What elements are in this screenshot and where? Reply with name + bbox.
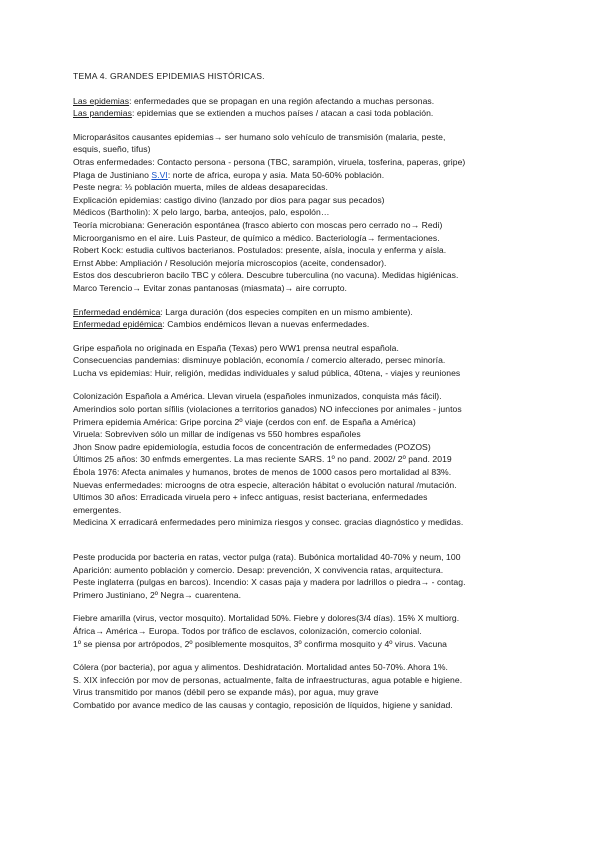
text-line: Microparásitos causantes epidemias→ ser humano solo vehículo de transmisión (malaria, peste, <box>73 131 446 142</box>
text-line: Ernst Abbe: Ampliación / Resolución mejoría microscopios (aceite, condensador). <box>73 257 387 268</box>
definition-term: Enfermedad epidémica <box>73 319 163 330</box>
text-line: Peste negra: ⅓ población muerta, miles de aldeas desaparecidas. <box>73 182 328 193</box>
text-line: Marco Terencio→ Evitar zonas pantanosas (miasmata)→ aire corrupto. <box>73 282 347 293</box>
text-line: Teoría microbiana: Generación espontánea (frasco abierto con moscas pero cerrado no→ Redi) <box>73 219 443 230</box>
text-line: Microorganismo en el aire. Luis Pasteur, de químico a médico. Bacteriología→ fermentaciones. <box>73 232 440 243</box>
definition-term: Las pandemias <box>73 108 132 119</box>
text-line: Gripe española no originada en España (Texas) pero WW1 prensa neutral española. <box>73 342 399 353</box>
text-line: Explicación epidemias: castigo divino (lanzado por dios para pagar sus pecados) <box>73 194 385 205</box>
text-line: Primera epidemia América: Gripe porcina 2º viaje (cerdos con enf. de España a América) <box>73 416 416 427</box>
page-title: TEMA 4. GRANDES EPIDEMIAS HISTÓRICAS. <box>73 71 265 81</box>
text-line: Aparición: aumento población y comercio. Desap: prevención, X convivencia ratas, arquitectura. <box>73 564 444 575</box>
definition-line <box>73 306 563 319</box>
text-line <box>73 169 563 182</box>
text-line: África→ América→ Europa. Todos por tráfico de esclavos, colonización, comercio colonial. <box>73 625 422 636</box>
text-line: Combatido por avance medico de las causas y contagio, reposición de líquidos, higiene y sanidad. <box>73 699 453 710</box>
text-line: Estos dos descubrieron bacilo TBC y cólera. Descubre tuberculina (no vacuna). Medidas higiénicas. <box>73 270 459 281</box>
definition-term: Las epidemias <box>73 95 130 106</box>
text-line: Viruela: Sobreviven sólo un millar de indígenas vs 550 hombres españoles <box>73 429 361 440</box>
text-line: Cólera (por bacteria), por agua y alimentos. Deshidratación. Mortalidad antes 50-70%. Ahora 1%. <box>73 662 448 673</box>
text-line: Virus transmitido por manos (débil pero se expande más), por agua, muy grave <box>73 687 379 698</box>
definition-term: Enfermedad endémica <box>73 306 161 317</box>
plaga-prefix: Plaga de Justiniano <box>73 169 152 180</box>
text-line: Ébola 1976: Afecta animales y humanos, brotes de menos de 1000 casos pero mortalidad al 83%. <box>73 467 452 478</box>
definition-text: : Larga duración (dos especies compiten en un mismo ambiente). <box>160 306 413 317</box>
text-line: Robert Kock: estudia cultivos bacterianos. Postulados: presente, aísla, inocula y enferma y aísla. <box>73 245 447 256</box>
text-line: Últimos 25 años: 30 enfmds emergentes. La mas reciente SARS. 1º no pand. 2002/ 2º pand. 2019 <box>73 454 452 465</box>
definition-text: : enfermedades que se propagan en una región afectando a muchas personas. <box>129 95 435 106</box>
text-line: Amerindios solo portan sífilis (violaciones a territorios ganados) NO infecciones por animales - juntos <box>73 404 462 415</box>
text-line: esquis, sueño, tifus) <box>73 144 151 155</box>
text-line: Médicos (Bartholin): X pelo largo, barba, anteojos, palo, espolón… <box>73 207 330 218</box>
text-line: Consecuencias pandemias: disminuye población, economía / comercio alterado, persec minoría. <box>73 355 446 366</box>
text-line: Medicina X erradicará enfermedades pero minimiza riesgos y consec. gracias diagnóstico y medidas. <box>73 517 464 528</box>
text-line: Primero Justiniano, 2º Negra→ cuarentena. <box>73 589 242 600</box>
definition-text: : Cambios endémicos llevan a nuevas enfermedades. <box>162 319 370 330</box>
plaga-suffix: : norte de africa, europa y asia. Mata 50-60% población. <box>167 169 385 180</box>
text-line: Jhon Snow padre epidemiología, estudia focos de concentración de enfermedades (POZOS) <box>73 441 431 452</box>
definition-text: : epidemias que se extienden a muchos países / atacan a casi toda población. <box>131 108 434 119</box>
text-line: Fiebre amarilla (virus, vector mosquito). Mortalidad 50%. Fiebre y dolores(3/4 días). 15% X multiorg. <box>73 613 460 624</box>
definition-line <box>73 107 563 120</box>
text-line: S. XIX infección por mov de personas, actualmente, falta de infraestructuras, agua potable e higiene. <box>73 674 463 685</box>
text-line: 1º se piensa por artrópodos, 2º posiblemente mosquitos, 3º confirma mosquito y 4º virus. Vacuna <box>73 638 447 649</box>
text-line: Otras enfermedades: Contacto persona - persona (TBC, sarampión, viruela, tosferina, paperas, gripe) <box>73 156 466 167</box>
text-line: Ultimos 30 años: Erradicada viruela pero + infecc antiguas, resist bacteriana, enfermedades <box>73 492 428 503</box>
text-line: Peste inglaterra (pulgas en barcos). Incendio: X casas paja y madera por ladrillos o piedra→ - contag. <box>73 577 466 588</box>
text-line: Nuevas enfermedades: microogns de otra especie, alteración hábitat o evolución natural /mutación. <box>73 479 457 490</box>
text-line: Colonización Española a América. Llevan viruela (españoles inmunizados, conquista más fácil). <box>73 391 442 402</box>
document-page <box>73 70 563 712</box>
century-link[interactable]: S.VI <box>151 169 168 180</box>
definition-line <box>73 95 563 108</box>
definition-line <box>73 318 563 331</box>
text-line: Peste producida por bacteria en ratas, vector pulga (rata). Bubónica mortalidad 40-70% y neum, 100 <box>73 552 461 562</box>
text-line: Lucha vs epidemias: Huir, religión, medidas individuales y salud pública, 40tena, - viajes y reuniones <box>73 367 461 378</box>
text-line: emergentes. <box>73 504 122 515</box>
